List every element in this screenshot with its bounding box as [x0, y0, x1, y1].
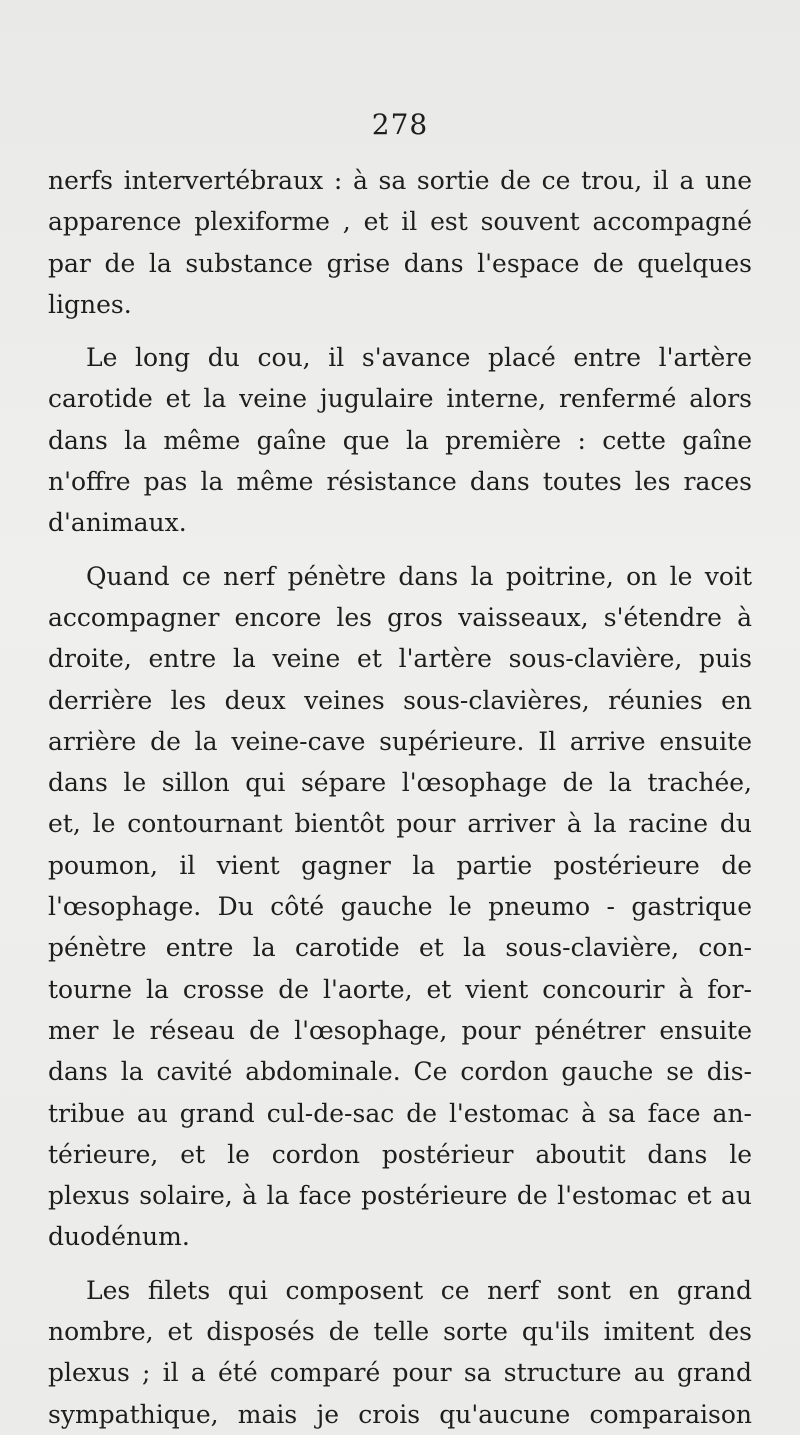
- text-line: Quand ce nerf pénètre dans la poitrine, on le voit: [86, 561, 752, 591]
- text-line: carotide et la veine jugulaire interne, renfermé alors: [48, 384, 752, 414]
- text-line: térieure, et le cordon postérieur aboutit dans le: [48, 1139, 752, 1169]
- text-line: lignes.: [48, 289, 132, 319]
- text-line: derrière les deux veines sous-clavières, réunies en: [48, 685, 752, 715]
- paragraph: [48, 556, 752, 1258]
- text-line: nerfs intervertébraux : à sa sortie de ce trou, il a une: [48, 166, 752, 195]
- text-line: par de la substance grise dans l'espace de quelques: [48, 248, 752, 278]
- paragraph: [48, 160, 752, 325]
- text-line: duodénum.: [48, 1222, 190, 1252]
- body-text: [48, 160, 752, 1435]
- text-line: sympathique, mais je crois qu'aucune comparaison: [48, 1399, 752, 1429]
- text-line: accompagner encore les gros vaisseaux, s'étendre à: [48, 602, 752, 632]
- text-line: Le long du cou, il s'avance placé entre l'artère: [86, 343, 752, 373]
- text-line: Les filets qui composent ce nerf sont en grand: [86, 1275, 752, 1305]
- paragraph-gap: [48, 325, 752, 337]
- text-line: dans la même gaîne que la première : cette gaîne: [48, 425, 752, 455]
- text-line: n'offre pas la même résistance dans toutes les races: [48, 467, 752, 497]
- text-line: et, le contournant bientôt pour arriver à la racine du: [48, 809, 752, 839]
- paragraph: [48, 337, 752, 543]
- paragraph: [48, 1270, 752, 1435]
- text-line: dans le sillon qui sépare l'œsophage de la trachée,: [48, 768, 752, 798]
- text-line: l'œsophage. Du côté gauche le pneumo - gastrique: [48, 892, 752, 922]
- text-line: tourne la crosse de l'aorte, et vient concourir à for-: [48, 974, 752, 1004]
- text-line: mer le réseau de l'œsophage, pour pénétrer ensuite: [48, 1015, 752, 1045]
- paragraph-gap: [48, 544, 752, 556]
- text-line: dans la cavité abdominale. Ce cordon gauche se dis-: [48, 1057, 752, 1087]
- text-line: plexus solaire, à la face postérieure de l'estomac et au: [48, 1181, 752, 1211]
- page-number: 278: [371, 108, 429, 141]
- text-line: tribue au grand cul-de-sac de l'estomac à sa face an-: [48, 1098, 752, 1128]
- text-line: arrière de la veine-cave supérieure. Il arrive ensuite: [48, 726, 752, 756]
- text-line: pénètre entre la carotide et la sous-clavière, con-: [48, 933, 752, 963]
- text-line: nombre, et disposés de telle sorte qu'ils imitent des: [48, 1317, 752, 1347]
- text-line: d'animaux.: [48, 508, 187, 538]
- text-line: apparence plexiforme , et il est souvent accompagné: [48, 207, 752, 237]
- text-line: droite, entre la veine et l'artère sous-clavière, puis: [48, 644, 752, 674]
- text-line: poumon, il vient gagner la partie postérieure de: [48, 850, 752, 880]
- text-line: plexus ; il a été comparé pour sa structure au grand: [48, 1358, 752, 1388]
- paragraph-gap: [48, 1258, 752, 1270]
